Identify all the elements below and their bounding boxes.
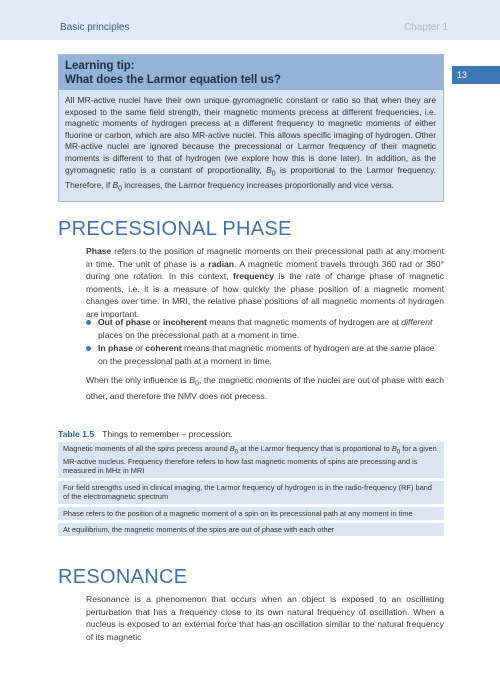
table-title: Things to remember – procession.: [102, 429, 233, 439]
tip-text: increases, the Larmor frequency increases proportionally and vice versa.: [121, 179, 394, 190]
term-coherent: coherent: [145, 343, 182, 354]
text-run: or: [150, 317, 163, 327]
running-header-chapter: Chapter 1: [404, 22, 448, 33]
text-run: means that magnetic moments of hydrogen are at: [206, 317, 402, 327]
emphasis-different: different: [401, 317, 433, 327]
b0-subscript: 0: [396, 448, 401, 456]
b0-subscript: 0: [195, 379, 199, 388]
page-number-tab: 13: [452, 66, 500, 84]
table-row: At equilibrium, the magnetic moments of the spins are out of phase with each other: [58, 523, 444, 536]
b0-symbol: B: [229, 444, 235, 453]
b0-symbol: B: [266, 164, 272, 175]
emphasis-same: same: [390, 343, 412, 354]
header-band: [0, 0, 500, 40]
text-run: When the only influence is: [86, 375, 190, 385]
b0-symbol: B: [189, 375, 196, 385]
phase-conclusion-paragraph: [86, 374, 444, 403]
b0-subscript: 0: [118, 185, 122, 193]
table-row: Phase refers to the position of a magnetic moment of a spin on its precessional path at any moment in time: [58, 507, 444, 520]
term-incoherent: incoherent: [162, 317, 207, 327]
text-run: . A magnetic moment travels through 360 rad or 360° during one rotation. In this context,: [86, 258, 444, 282]
table-caption: [58, 429, 233, 439]
text-run: means that magnetic moments of hydrogen are at the: [181, 343, 391, 354]
table-number: Table 1.5: [58, 429, 95, 439]
text-run: place on the precessional path at a moment in time.: [98, 343, 435, 366]
table-row: [58, 442, 444, 478]
learning-tip-question: What does the Larmor equation tell us?: [65, 74, 281, 86]
text-run: Magnetic moments of all the spins precess around: [63, 444, 230, 453]
b0-subscript: 0: [234, 448, 239, 456]
bullet-dot-icon: [86, 320, 91, 325]
text-run: is the rate of change phase of magnetic moments, i.e. it is a measure of how quickly the phase position of a magnetic moment changes over time. In MRI, the relative phase positions of all magnetic moments of hydrogen are important.: [86, 271, 444, 319]
b0-symbol: B: [112, 179, 119, 190]
resonance-paragraph: Resonance is a phenomenon that occurs when an object is exposed to an oscillating perturbation that has a frequency close to its own natural frequency of oscillation. When a nucleus is exposed to an external force that has an oscillation similar to the natural frequency of its magnetic: [86, 594, 444, 642]
term-phase: Phase: [86, 246, 112, 256]
tip-text: All MR-active nuclei have their own unique gyromagnetic constant or ratio so that when they are exposed to the same field strength, their magnetic moments precess at different frequencies, i.e. magnetic moments of hydrogen precess at a different frequency to magnetic moments of either fluorine or carbon, which are also MR-active nuclei. This allows specific imaging of hydrogen. Other MR-active nuclei are ignored because the precessional or Larmor frequency of their magnetic moments is different to that of hydrogen (we explore how this is done later). In addition, as the gyromagnetic ratio is a constant of proportionality,: [65, 95, 436, 175]
bullet-dot-icon: [86, 346, 91, 351]
running-header-section: Basic principles: [60, 22, 130, 33]
table-row: For field strengths used in clinical imaging, the Larmor frequency of hydrogen is in the radio-frequency (RF) band of the electromagnetic spectrum: [58, 481, 444, 504]
text-run: or: [132, 343, 146, 354]
b0-symbol: B: [391, 444, 397, 453]
bullet-in-phase: [86, 342, 444, 367]
tip-text: is proportional to the Larmor frequency. Therefore, if: [65, 164, 436, 190]
resonance-heading: RESONANCE: [58, 566, 188, 588]
term-in-phase: In phase: [98, 343, 133, 354]
precessional-phase-heading: PRECESSIONAL PHASE: [58, 218, 292, 240]
term-frequency: frequency: [233, 271, 275, 282]
term-radian: radian: [208, 258, 235, 269]
learning-tip-label: Learning tip:: [65, 60, 135, 72]
term-out-of-phase: Out of phase: [98, 317, 151, 327]
learning-tip-title: [59, 55, 443, 90]
phase-paragraph: [86, 245, 444, 321]
bullet-out-of-phase: [86, 316, 444, 341]
text-run: places on the precessional path at a moment in time.: [98, 329, 300, 340]
text-run: for a given MR-active nucleus. Frequency therefore refers to how fast magnetic moments of spins are precessing and is measured in MHz in MRI: [63, 444, 437, 476]
things-to-remember-table: [58, 442, 444, 539]
learning-tip-box: [58, 54, 444, 202]
learning-tip-body: [59, 90, 443, 201]
text-run: refers to the position of magnetic moments on their precessional path at any moment in time. The unit of phase is a: [86, 246, 444, 269]
b0-subscript: 0: [271, 170, 276, 178]
text-run: at the Larmor frequency that is proportional to: [238, 444, 392, 453]
phase-bullet-list: [86, 316, 444, 368]
text-run: , the magnetic moments of the nuclei are out of phase with each other, and therefore the NMV does not precess.: [86, 375, 444, 402]
